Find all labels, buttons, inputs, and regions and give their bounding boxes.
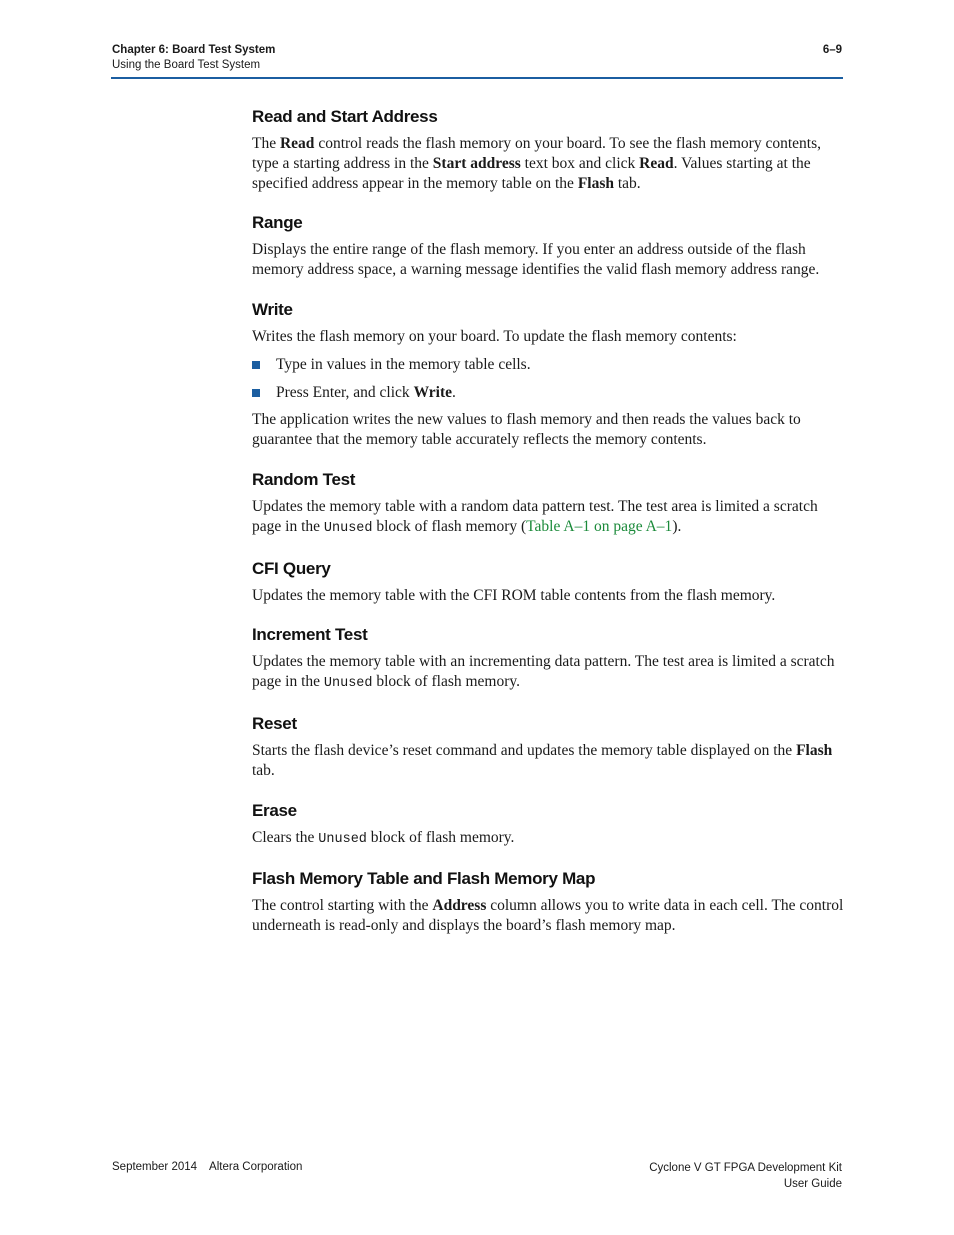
section-cfi-query bbox=[252, 558, 844, 606]
paragraph-range: Displays the entire range of the flash memory. If you enter an address outside of the flash memory address space, a warning message identifies the valid flash memory address range. bbox=[252, 241, 820, 279]
paragraph-cfi-query: Updates the memory table with the CFI ROM table contents from the flash memory. bbox=[252, 586, 776, 604]
square-bullet-icon bbox=[252, 389, 260, 397]
heading-increment-test: Increment Test bbox=[252, 625, 368, 645]
paragraph-reset: Starts the flash device’s reset command and updates the memory table displayed on the Flash tab. bbox=[252, 741, 833, 779]
footer-doc: User Guide bbox=[783, 1178, 842, 1190]
paragraph-erase: Clears the Unused block of flash memory. bbox=[252, 828, 515, 847]
section-range bbox=[252, 212, 844, 280]
section-write bbox=[252, 299, 844, 450]
paragraph-write-outro: The application writes the new values to flash memory and then reads the values back to guarantee that the memory table accurately reflects the memory contents. bbox=[252, 411, 801, 449]
section-random-test bbox=[252, 469, 844, 539]
paragraph-flash-memory-map: The control starting with the Address column allows you to write data in each cell. The control underneath is read-only and displays the board’s flash memory map. bbox=[252, 897, 844, 935]
footer-product: Cyclone V GT FPGA Development Kit bbox=[649, 1162, 842, 1174]
table-reference-link[interactable]: Table A–1 on page A–1 bbox=[526, 517, 673, 535]
section-flash-memory-map bbox=[252, 868, 844, 936]
heading-read-start-address: Read and Start Address bbox=[252, 107, 438, 126]
section-read-start-address bbox=[252, 106, 844, 193]
heading-random-test: Random Test bbox=[252, 469, 356, 489]
section-erase bbox=[252, 800, 844, 850]
heading-reset: Reset bbox=[252, 713, 297, 733]
write-steps-list bbox=[252, 355, 844, 403]
section-title: Using the Board Test System bbox=[112, 59, 261, 71]
heading-flash-memory-map: Flash Memory Table and Flash Memory Map bbox=[252, 869, 596, 889]
paragraph-read: The Read control reads the flash memory on your board. To see the flash memory contents, type a starting address in the Start address text box and click Read. Values starting at the specified address appear in the memory table on the Flash tab. bbox=[252, 135, 821, 192]
paragraph-write-intro: Writes the flash memory on your board. To update the flash memory contents: bbox=[252, 327, 737, 345]
paragraph-increment-test: Updates the memory table with an incrementing data pattern. The test area is limited a scratch page in the Unused block of flash memory. bbox=[252, 653, 835, 692]
heading-write: Write bbox=[252, 299, 293, 319]
page-number: 6–9 bbox=[822, 44, 842, 56]
section-increment-test bbox=[252, 624, 844, 694]
square-bullet-icon bbox=[252, 361, 260, 369]
heading-cfi-query: CFI Query bbox=[252, 558, 331, 578]
page-header-left bbox=[112, 43, 275, 73]
heading-erase: Erase bbox=[252, 800, 297, 820]
main-content bbox=[252, 106, 844, 955]
footer-company: Altera Corporation bbox=[209, 1161, 303, 1173]
footer-date: September 2014 bbox=[112, 1161, 198, 1173]
header-rule bbox=[111, 77, 843, 79]
list-item: Press Enter, and click Write. bbox=[252, 383, 844, 403]
section-reset bbox=[252, 713, 844, 781]
list-item: Type in values in the memory table cells. bbox=[252, 355, 844, 375]
chapter-title: Chapter 6: Board Test System bbox=[112, 44, 276, 56]
page-footer-right bbox=[649, 1160, 842, 1192]
paragraph-random-test: Updates the memory table with a random data pattern test. The test area is limited a scratch page in the Unused block of flash memory (Table A–1 on page A–1). bbox=[252, 497, 818, 536]
page-footer-left bbox=[112, 1160, 302, 1175]
heading-range: Range bbox=[252, 213, 303, 233]
